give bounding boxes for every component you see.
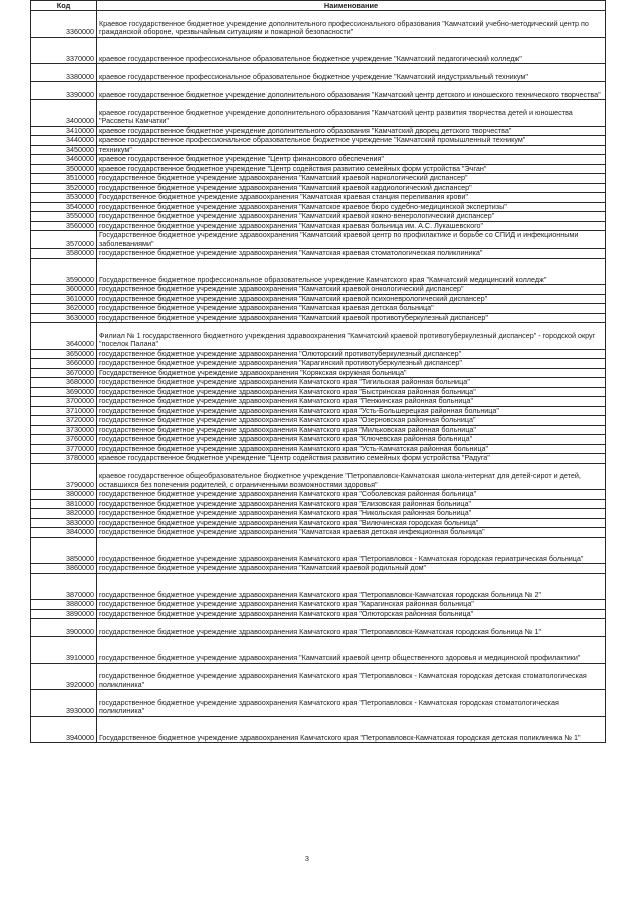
table-row (31, 11, 606, 38)
table-row (31, 323, 606, 350)
row-name: государственное бюджетное учреждение здравоохранения Камчатского края "Петропавловск - Камчатская городская детская стоматологическая поликлиника" (97, 663, 606, 690)
row-name: государственное бюджетное учреждение здравоохранения "Камчатская краевая детская инфекционная больница" (97, 528, 606, 538)
row-name: государственное бюджетное учреждение здравоохранения Камчатского края "Усть-Большерецкая районная больница" (97, 406, 606, 416)
row-name: Филиал № 1 государственного бюджетного учреждения здравоохранения "Камчатский краевой противотуберкулезный диспансер" - городской округ "поселок Палана" (97, 323, 606, 350)
table-row (31, 509, 606, 519)
row-code: 3500000 (31, 164, 97, 174)
row-name: краевое государственное бюджетное учреждение дополнительного образования "Камчатский центр детского и юношеского технического творчества" (97, 82, 606, 100)
row-name: государственное бюджетное учреждение здравоохранения Камчатского края "Ключевская районная больница" (97, 435, 606, 445)
table-row (31, 600, 606, 610)
table-row (31, 435, 606, 445)
row-code: 3810000 (31, 499, 97, 509)
row-code: 3450000 (31, 145, 97, 155)
row-code: 3700000 (31, 397, 97, 407)
row-code: 3790000 (31, 463, 97, 490)
row-name: государственное бюджетное учреждение здравоохранения Камчатского края "Соболевская районная больница" (97, 490, 606, 500)
row-code: 3880000 (31, 600, 97, 610)
row-code: 3640000 (31, 323, 97, 350)
row-code: 3940000 (31, 716, 97, 743)
row-code: 3670000 (31, 368, 97, 378)
row-name: государственное бюджетное учреждение здравоохранения Камчатского края "Озерновская районная больница" (97, 416, 606, 426)
row-name: государственное бюджетное учреждение здравоохранения Камчатского края "Олюторская районная больница" (97, 609, 606, 619)
table-row (31, 716, 606, 743)
row-code: 3630000 (31, 313, 97, 323)
table-row (31, 564, 606, 574)
row-code: 3870000 (31, 573, 97, 600)
page-number: 3 (305, 856, 309, 863)
table-row (31, 397, 606, 407)
row-code: 3890000 (31, 609, 97, 619)
row-name: Государственное бюджетное профессиональное образовательное учреждение Камчатского края "Камчатский медицинский колледж" (97, 258, 606, 285)
table-row (31, 463, 606, 490)
table-row (31, 573, 606, 600)
table-row (31, 304, 606, 314)
table-row (31, 212, 606, 222)
row-code: 3580000 (31, 249, 97, 259)
row-name: государственное бюджетное учреждение здравоохранения Камчатского края "Петропавловск-Камчатская городская больница № 1" (97, 619, 606, 637)
row-code: 3920000 (31, 663, 97, 690)
table-row (31, 490, 606, 500)
row-name: государственное бюджетное учреждение здравоохранения Камчатского края "Быстринская районная больница" (97, 387, 606, 397)
row-code: 3600000 (31, 285, 97, 295)
row-code: 3760000 (31, 435, 97, 445)
row-name: Государственное бюджетное учреждение здравоохранения "Камчатский краевой центр по профилактике и борьбе со СПИД и инфекционными заболеваниями" (97, 231, 606, 249)
table-row (31, 690, 606, 717)
row-name: Государственное бюджетное учреждение здравоохранения Камчатского края "Петропавловск-Камчатская городская детская поликлиника № 1" (97, 716, 606, 743)
table-header-row (31, 1, 606, 11)
row-name: государственное бюджетное учреждение здравоохранения Камчатского края "Вилючинская городская больница" (97, 518, 606, 528)
registry-table (30, 0, 606, 743)
row-name: государственное бюджетное учреждение здравоохранения "Камчатский краевой кардиологический диспансер" (97, 183, 606, 193)
row-name: техникум" (97, 145, 606, 155)
row-name: краевое государственное бюджетное учреждение дополнительного образования "Камчатский центр развития творчества детей и юношества "Рассветы Камчатки" (97, 100, 606, 127)
row-name: государственное бюджетное учреждение здравоохранения Камчатского края "Елизовская районная больница" (97, 499, 606, 509)
table-row (31, 136, 606, 146)
row-name: государственное бюджетное учреждение здравоохранения "Камчатский краевой онкологический диспансер" (97, 285, 606, 295)
row-name: государственное бюджетное учреждение здравоохранения Камчатского края "Мильковская районная больница" (97, 425, 606, 435)
table-row (31, 609, 606, 619)
table-row (31, 528, 606, 538)
row-code: 3370000 (31, 37, 97, 64)
row-code: 3620000 (31, 304, 97, 314)
row-code: 3840000 (31, 528, 97, 538)
table-row (31, 313, 606, 323)
row-code: 3360000 (31, 11, 97, 38)
row-code: 3530000 (31, 193, 97, 203)
row-name: государственное бюджетное учреждение здравоохранения Камчатского края "Карагинская районная больница" (97, 600, 606, 610)
row-code: 3610000 (31, 294, 97, 304)
row-name: краевое государственное бюджетное учреждение "Центр содействия развитию семейных форм устройства "Радуга" (97, 454, 606, 464)
table-body (31, 11, 606, 743)
row-name: Государственное бюджетное учреждение здравоохранения "Корякская окружная больница" (97, 368, 606, 378)
row-code: 3550000 (31, 212, 97, 222)
row-name: государственное бюджетное учреждение здравоохранения "Олюторский противотуберкулезный диспансер" (97, 349, 606, 359)
row-code: 3850000 (31, 537, 97, 564)
table-row (31, 231, 606, 249)
row-code: 3830000 (31, 518, 97, 528)
row-name: государственное бюджетное учреждение здравоохранения Камчатского края "Пенжинская районная больница" (97, 397, 606, 407)
header-name: Наименование (97, 1, 606, 11)
row-name: государственное бюджетное учреждение здравоохранения Камчатского края "Петропавловск - Камчатская городская гериатрическая больница" (97, 537, 606, 564)
row-name: государственное бюджетное учреждение здравоохранения Камчатского края "Тигильская районная больница" (97, 378, 606, 388)
table-row (31, 193, 606, 203)
row-name: государственное бюджетное учреждение здравоохранения Камчатского края "Петропавловск-Камчатская городская больница № 2" (97, 573, 606, 600)
row-code: 3860000 (31, 564, 97, 574)
row-code: 3510000 (31, 174, 97, 184)
row-code: 3440000 (31, 136, 97, 146)
row-code: 3730000 (31, 425, 97, 435)
row-code: 3680000 (31, 378, 97, 388)
table-row (31, 64, 606, 82)
row-code: 3930000 (31, 690, 97, 717)
table-row (31, 416, 606, 426)
row-code: 3780000 (31, 454, 97, 464)
table-row (31, 359, 606, 369)
row-code: 3390000 (31, 82, 97, 100)
row-code: 3710000 (31, 406, 97, 416)
row-code: 3540000 (31, 202, 97, 212)
row-name: государственное бюджетное учреждение здравоохранения "Камчатский краевой центр общественного здоровья и медицинской профилактики" (97, 637, 606, 664)
document-sheet (30, 0, 606, 743)
table-row (31, 174, 606, 184)
table-row (31, 619, 606, 637)
row-code: 3520000 (31, 183, 97, 193)
table-row (31, 100, 606, 127)
row-name: государственное бюджетное учреждение здравоохранения "Камчатское краевое бюро судебно-медицинской экспертизы" (97, 202, 606, 212)
table-row (31, 249, 606, 259)
table-row (31, 637, 606, 664)
row-code: 3770000 (31, 444, 97, 454)
table-row (31, 454, 606, 464)
row-code: 3460000 (31, 155, 97, 165)
row-name: краевое государственное общеобразовательное бюджетное учреждение "Петропавловск-Камчатская школа-интернат для детей-сирот и детей, оставшихся без попечения родителей, с ограниченными возможностями здоровья" (97, 463, 606, 490)
row-code: 3820000 (31, 509, 97, 519)
table-row (31, 285, 606, 295)
table-row (31, 537, 606, 564)
row-name: государственное бюджетное учреждение здравоохранения Камчатского края "Петропавловск - Камчатская городская стоматологическая поликлиника" (97, 690, 606, 717)
row-name: государственное бюджетное учреждение здравоохранения "Камчатская краевая больница им. А.С. Лукашевского" (97, 221, 606, 231)
row-code: 3800000 (31, 490, 97, 500)
row-name: государственное бюджетное учреждение здравоохранения "Камчатский краевой родильный дом" (97, 564, 606, 574)
row-code: 3400000 (31, 100, 97, 127)
table-row (31, 663, 606, 690)
row-name: государственное бюджетное учреждение здравоохранения "Камчатский краевой психоневрологический диспансер" (97, 294, 606, 304)
row-code: 3910000 (31, 637, 97, 664)
row-code: 3560000 (31, 221, 97, 231)
row-code: 3690000 (31, 387, 97, 397)
row-name: Краевое государственное бюджетное учреждение дополнительного профессионального образования "Камчатский учебно-методический центр по гражданской обороне, чрезвычайным ситуациям и пожарной безопасности" (97, 11, 606, 38)
row-name: государственное бюджетное учреждение здравоохранения "Камчатский краевой кожно-венерологический диспансер" (97, 212, 606, 222)
row-name: краевое государственное бюджетное учреждение дополнительного образования "Камчатский дворец детского творчества" (97, 126, 606, 136)
row-name: государственное бюджетное учреждение здравоохранения "Камчатский краевой противотуберкулезный диспансер" (97, 313, 606, 323)
row-name: краевое государственное профессиональное образовательное бюджетное учреждение "Камчатский индустриальный техникум" (97, 64, 606, 82)
row-code: 3590000 (31, 258, 97, 285)
row-code: 3410000 (31, 126, 97, 136)
row-code: 3900000 (31, 619, 97, 637)
table-row (31, 258, 606, 285)
row-code: 3570000 (31, 231, 97, 249)
row-name: Государственное бюджетное учреждение здравоохранения "Камчатская краевая станция переливания крови" (97, 193, 606, 203)
header-code: Код (31, 1, 97, 11)
row-name: государственное бюджетное учреждение здравоохранения "Камчатский краевой наркологический диспансер" (97, 174, 606, 184)
row-name: государственное бюджетное учреждение здравоохранения Камчатского края "Никольская районная больница" (97, 509, 606, 519)
row-code: 3660000 (31, 359, 97, 369)
row-name: государственное бюджетное учреждение здравоохранения "Камчатская краевая детская больница" (97, 304, 606, 314)
table-row (31, 155, 606, 165)
row-name: краевое государственное профессиональное образовательное бюджетное учреждение "Камчатский промышленный техникум" (97, 136, 606, 146)
row-code: 3380000 (31, 64, 97, 82)
table-row (31, 37, 606, 64)
table-row (31, 82, 606, 100)
row-code: 3720000 (31, 416, 97, 426)
table-row (31, 378, 606, 388)
row-name: краевое государственное профессиональное образовательное бюджетное учреждение "Камчатский педагогический колледж" (97, 37, 606, 64)
row-name: государственное бюджетное учреждение здравоохранения "Карагинский противотуберкулезный диспансер" (97, 359, 606, 369)
row-code: 3650000 (31, 349, 97, 359)
row-name: краевое государственное бюджетное учреждение "Центр финансового обеспечения" (97, 155, 606, 165)
row-name: государственное бюджетное учреждение здравоохранения Камчатского края "Усть-Камчатская районная больница" (97, 444, 606, 454)
row-name: краевое государственное бюджетное учреждение "Центр содействия развитию семейных форм устройства "Эчган" (97, 164, 606, 174)
row-name: государственное бюджетное учреждение здравоохранения "Камчатская краевая стоматологическая поликлиника" (97, 249, 606, 259)
